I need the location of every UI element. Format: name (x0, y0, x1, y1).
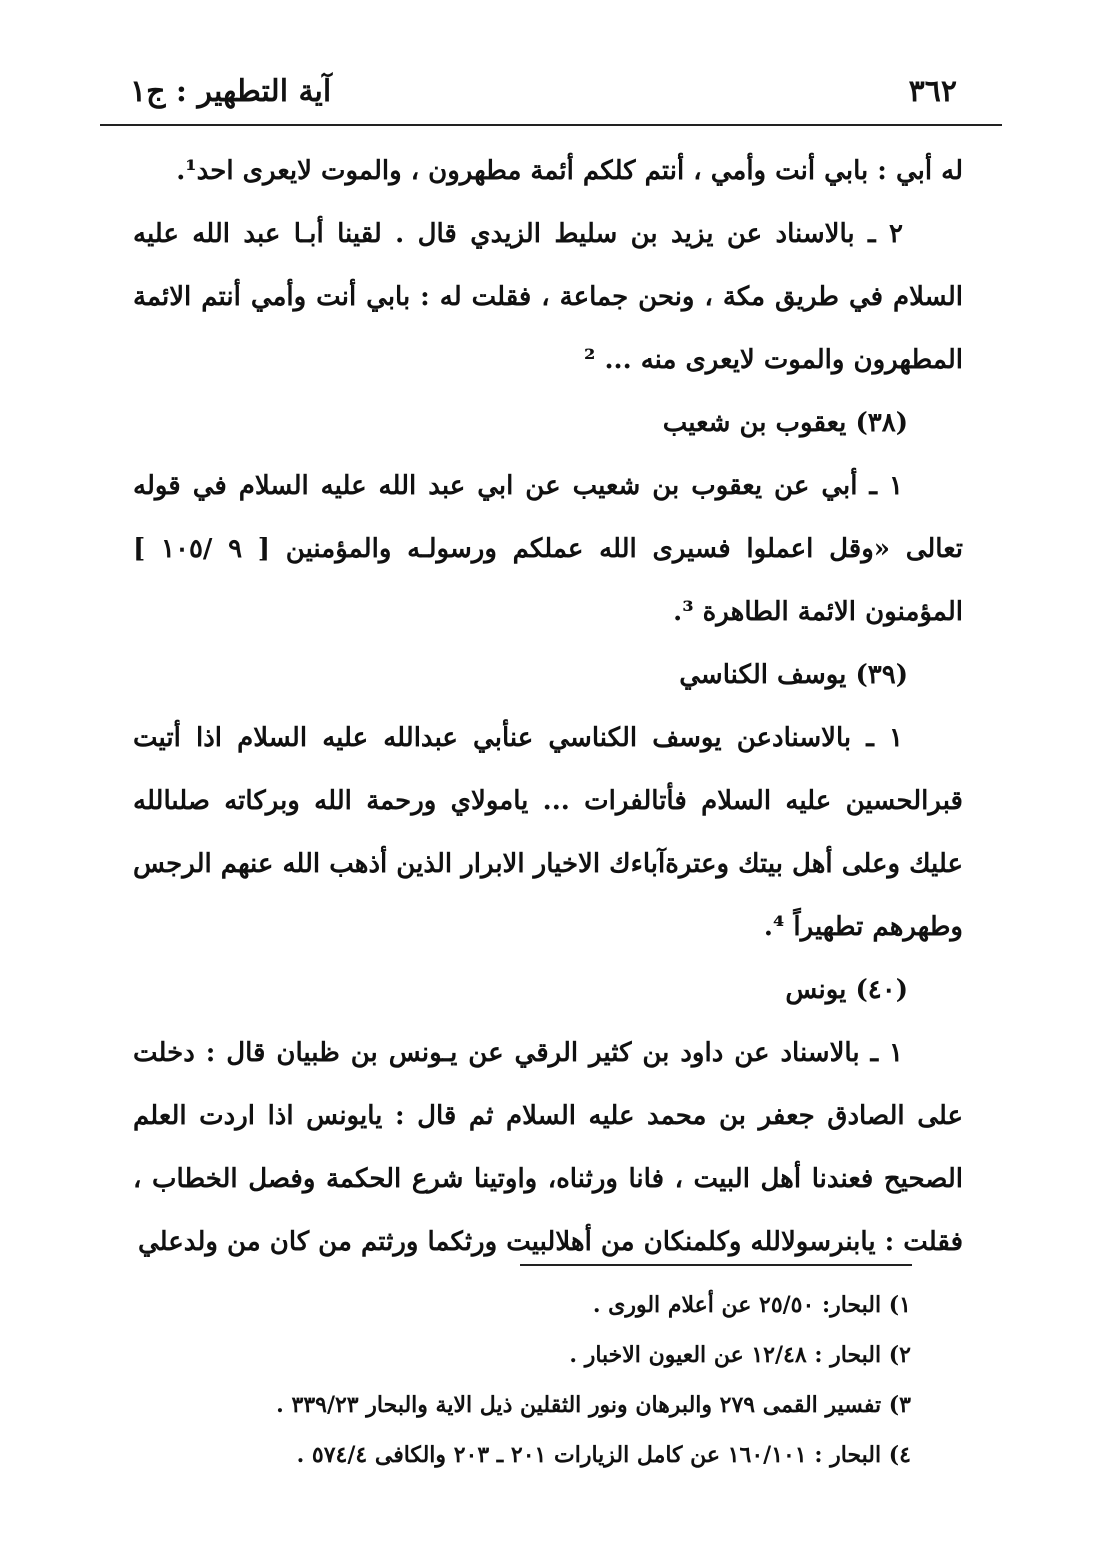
page-header (100, 68, 1002, 116)
footnotes (133, 1280, 911, 1480)
footnote-1: ١) البحار: ٢٥/٥٠ عن أعلام الورى . (592, 1292, 911, 1318)
paragraph-continuation: له أبي : بابي أنت وأمي ، أنتم كلكم أئمة مطهرون ، والموت لايعرى احد¹. (176, 156, 963, 186)
main-text (133, 140, 963, 1274)
header-divider (100, 124, 1002, 126)
footnote-4: ٤) البحار : ١٦٠/١٠١ عن كامل الزيارات ٢٠١ ـ ٢٠٣ والكافى ٥٧٤/٤ . (296, 1442, 911, 1468)
section-heading-39: (٣٩) يوسف الكناسي (679, 660, 908, 690)
paragraph-narration-40-1: ١ ـ بالاسناد عن داود بن كثير الرقي عن يـونس بن ظبيان قال : دخلت على الصادق جعفر بن محمد عليه السلام ثم قال : يايونس اذا اردت العلم الصحيح فعندنا أهل البيت ، فانا ورثناه، واوتينا شرع الحكمة وفصل الخطاب ، فقلت : يابنرسولالله وكلمنكان من أهلالبيت ورثكما ورثتم من كان من ولدعلي (133, 1038, 963, 1257)
page-number: ٣٦٢ (908, 74, 957, 109)
section-heading-40: (٤٠) يونس (785, 975, 908, 1005)
running-title: آية التطهير : ج١ (130, 74, 332, 109)
paragraph-narration-38-1: ١ ـ أبي عن يعقوب بن شعيب عن ابي عبد الله عليه السلام في قوله تعالى «وقل اعملوا فسيرى الله عملكم ورسولـه والمؤمنين [ ٩ /١٠٥ ] المؤمنون الائمة الطاهرة ³. (133, 471, 963, 627)
paragraph-narration-2: ٢ ـ بالاسناد عن يزيد بن سليط الزيدي قال . لقينا أبـا عبد الله عليه السلام في طريق مكة ، ونحن جماعة ، فقلت له : بابي أنت وأمي أنتم الائمة المطهرون والموت لايعرى منه ... ² (133, 219, 963, 375)
section-heading-38: (٣٨) يعقوب بن شعيب (662, 408, 908, 438)
footnote-divider (520, 1264, 912, 1266)
paragraph-narration-39-1: ١ ـ بالاسنادعن يوسف الكناسي عنأبي عبدالله عليه السلام اذا أتيت قبرالحسين عليه السلام فأتالفرات ... يامولاي ورحمة الله وبركاته صلىالله عليك وعلى أهل بيتك وعترةآباءك الاخيار الابرار الذين أذهب الله عنهم الرجس وطهرهم تطهيراً ⁴. (133, 723, 963, 942)
footnote-3: ٣) تفسير القمى ٢٧٩ والبرهان ونور الثقلين ذيل الاية والبحار ٣٣٩/٢٣ . (276, 1392, 911, 1418)
footnote-2: ٢) البحار : ١٢/٤٨ عن العيون الاخبار . (569, 1342, 911, 1368)
